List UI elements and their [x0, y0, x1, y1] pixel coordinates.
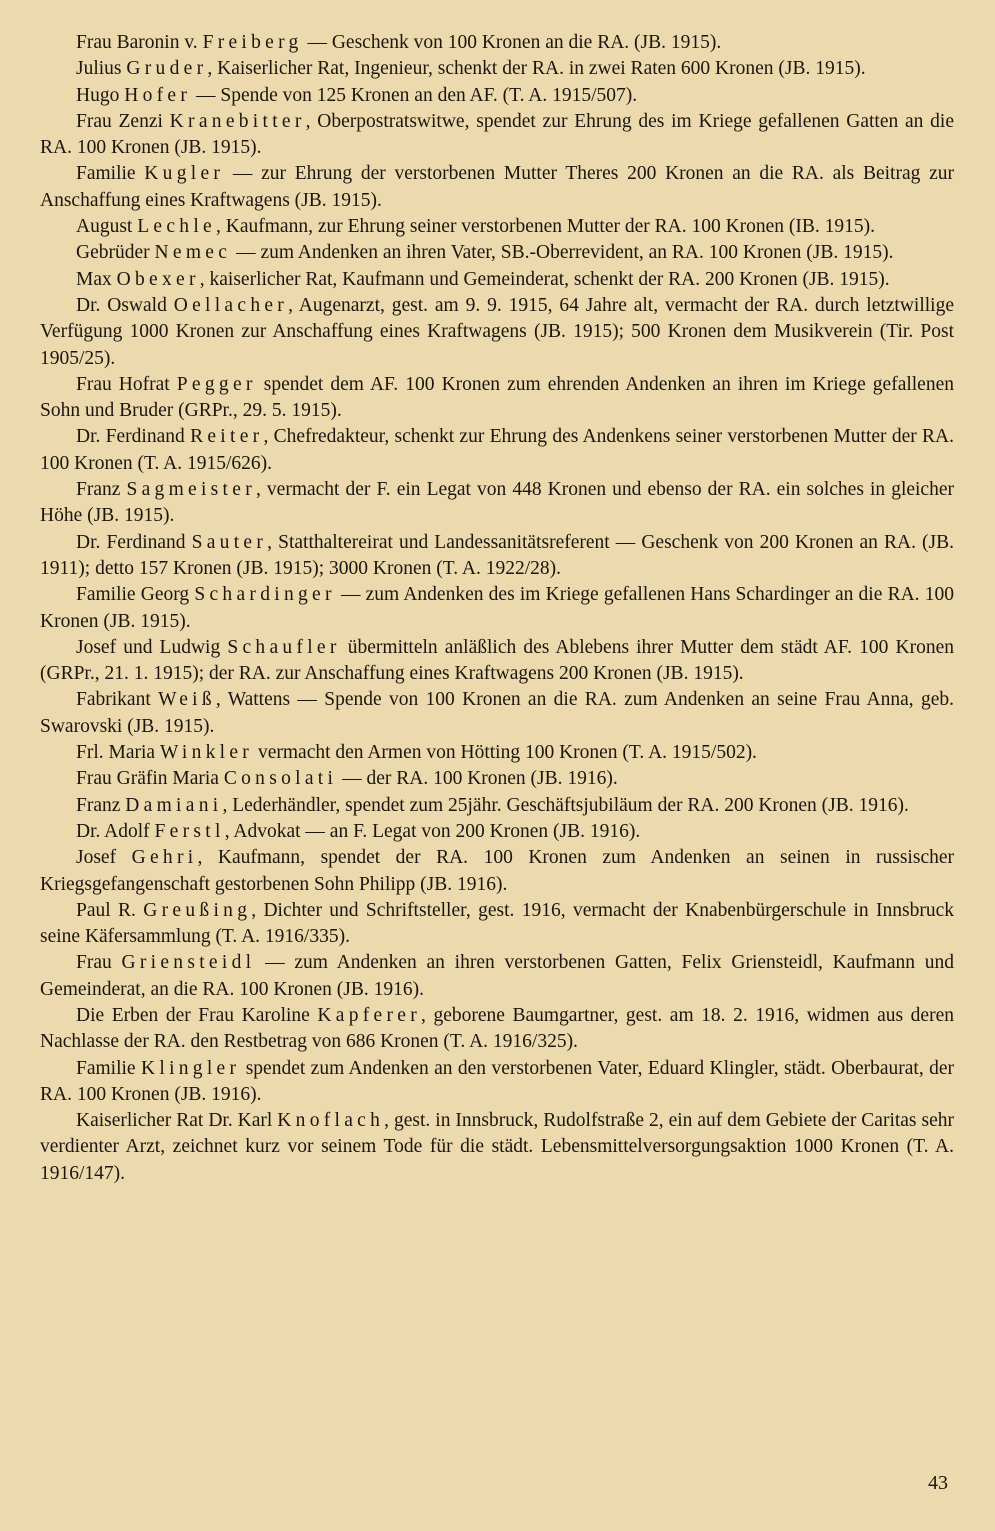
entry-lechle: August Lechle, Kaufmann, zur Ehrung seiner verstorbenen Mutter der RA. 100 Kronen (IB. 1915). [76, 216, 876, 238]
entry-schardinger: Familie Georg Schardinger — zum Andenken des im Kriege gefallenen Hans Schardinger an die RA. 100 Kronen (JB. 1915). [40, 584, 954, 632]
person-name: Lechle [137, 216, 217, 238]
entry-schaufler: Josef und Ludwig Schaufler übermitteln anläßlich des Ablebens ihrer Mutter dem städt AF. 100 Kronen (GRPr., 21. 1. 1915); der RA. zur Anschaffung eines Kraftwagens 200 Kronen (JB. 1915). [40, 636, 954, 685]
entry-gehri: Josef Gehri, Kaufmann, spendet der RA. 100 Kronen zum Andenken an seinen in russischer Kriegsgefangenschaft gestorbenen Sohn Philipp (JB. 1916). [40, 847, 954, 895]
entry-sauter: Dr. Ferdinand Sauter, Statthaltereirat und Landessanitätsreferent — Geschenk von 200 Kronen an RA. (JB. 1911); detto 157 Kronen (JB. 1915); 3000 Kronen (T. A. 1922/28). [40, 531, 954, 579]
entry-ferstl: Dr. Adolf Ferstl, Advokat — an F. Legat von 200 Kronen (JB. 1916). [76, 820, 641, 842]
entry-kranebitter: Frau Zenzi Kranebitter, Oberpostratswitwe, spendet zur Ehrung des im Kriege gefallenen Gatten an die RA. 100 Kronen (JB. 1915). [40, 110, 954, 159]
person-name: Sagmeister [126, 479, 256, 501]
entry-freiberg: Frau Baronin v. Freiberg — Geschenk von 100 Kronen an die RA. (JB. 1915). [76, 32, 722, 53]
entry-griensteidl: Frau Griensteidl — zum Andenken an ihren verstorbenen Gatten, Felix Griensteidl, Kaufmann und Gemeinderat, an die RA. 100 Kronen (JB. 1916). [40, 952, 954, 1000]
person-name: Gruder [126, 58, 208, 80]
person-name: Schaufler [227, 636, 341, 658]
entry-obexer: Max Obexer, kaiserlicher Rat, Kaufmann und Gemeinderat, schenkt der RA. 200 Kronen (JB. 1915). [76, 268, 890, 290]
person-name: Ferstl [154, 820, 225, 842]
entry-hofer: Hugo Hofer — Spende von 125 Kronen an den AF. (T. A. 1915/507). [76, 84, 638, 106]
entry-reiter: Dr. Ferdinand Reiter, Chefredakteur, schenkt zur Ehrung des Andenkens seiner verstorbenen Mutter der RA. 100 Kronen (T. A. 1915/626). [40, 426, 955, 474]
person-name: Greußing [143, 899, 252, 921]
entry-winkler: Frl. Maria Winkler vermacht den Armen von Hötting 100 Kronen (T. A. 1915/502). [76, 742, 757, 764]
person-name: Kapferer [317, 1004, 422, 1026]
person-name: Sauter [191, 531, 268, 553]
person-name: Pegger [176, 373, 257, 395]
person-name: Kugler [144, 163, 225, 185]
person-name: Oellacher [173, 294, 289, 316]
entry-kugler: Familie Kugler — zur Ehrung der verstorbenen Mutter Theres 200 Kronen an die RA. als Beitrag zur Anschaffung eines Kraftwagens (JB. 1915). [40, 163, 954, 211]
person-name: Reiter [190, 426, 264, 448]
entry-klingler: Familie Klingler spendet zum Andenken an den verstorbenen Vater, Eduard Klingler, städt. Oberbaurat, der RA. 100 Kronen (JB. 1916). [40, 1057, 954, 1105]
entry-kapferer: Die Erben der Frau Karoline Kapferer, geborene Baumgartner, gest. am 18. 2. 1916, widmen aus deren Nachlasse der RA. den Restbetrag von 686 Kronen (T. A. 1916/325). [40, 1004, 954, 1053]
person-name: Nemec [154, 242, 232, 264]
person-name: Schardinger [194, 584, 336, 606]
person-name: Weiß [158, 689, 216, 711]
entry-weiss: Fabrikant Weiß, Wattens — Spende von 100 Kronen an die RA. zum Andenken an seine Frau Anna, geb. Swarovski (JB. 1915). [40, 689, 954, 737]
entry-oellacher: Dr. Oswald Oellacher, Augenarzt, gest. am 9. 9. 1915, 64 Jahre alt, vermacht der RA. durch letztwillige Verfügung 1000 Kronen zur Anschaffung eines Kraftwagens (JB. 1915); 500 Kronen dem Musikverein (Tir. Post 1905/25). [40, 294, 954, 369]
person-name: Winkler [159, 742, 254, 764]
entry-knoflach: Kaiserlicher Rat Dr. Karl Knoflach, gest. in Innsbruck, Rudolfstraße 2, ein auf dem Gebiete der Caritas sehr verdienter Arzt, zeichnet kurz vor seinem Tode für die städt. Lebensmittelversorgungsaktion 1000 Kronen (T. A. 1916/147). [40, 1110, 954, 1184]
person-name: Damiani [125, 794, 223, 816]
entry-greussing: Paul R. Greußing, Dichter und Schriftsteller, gest. 1916, vermacht der Knabenbürgerschule in Innsbruck seine Käfersammlung (T. A. 1916/335). [40, 899, 954, 948]
entry-sagmeister: Franz Sagmeister, vermacht der F. ein Legat von 448 Kronen und ebenso der RA. ein solches in gleicher Höhe (JB. 1915). [40, 479, 954, 527]
person-name: Obexer [116, 268, 200, 290]
person-name: Consolati [223, 768, 338, 790]
entry-pegger: Frau Hofrat Pegger spendet dem AF. 100 Kronen zum ehrenden Andenken an ihren im Kriege gefallenen Sohn und Bruder (GRPr., 29. 5. 1915). [40, 373, 954, 422]
person-name: Klingler [140, 1057, 241, 1079]
entry-damiani: Franz Damiani, Lederhändler, spendet zum 25jähr. Geschäftsjubiläum der RA. 200 Kronen (JB. 1916). [76, 794, 909, 816]
person-name: Freiberg [202, 32, 303, 53]
document-body [40, 30, 954, 1187]
page-number: 43 [928, 1472, 948, 1494]
entry-gruder: Julius Gruder, Kaiserlicher Rat, Ingenieur, schenkt der RA. in zwei Raten 600 Kronen (JB. 1915). [76, 58, 866, 80]
entry-nemec: Gebrüder Nemec — zum Andenken an ihren Vater, SB.-Oberrevident, an RA. 100 Kronen (JB. 1915). [76, 242, 894, 264]
person-name: Kranebitter [169, 110, 306, 132]
person-name: Griensteidl [121, 952, 256, 974]
person-name: Knoflach [277, 1110, 385, 1132]
person-name: Gehri [131, 847, 198, 869]
entry-consolati: Frau Gräfin Maria Consolati — der RA. 100 Kronen (JB. 1916). [76, 768, 618, 790]
person-name: Hofer [124, 84, 192, 106]
